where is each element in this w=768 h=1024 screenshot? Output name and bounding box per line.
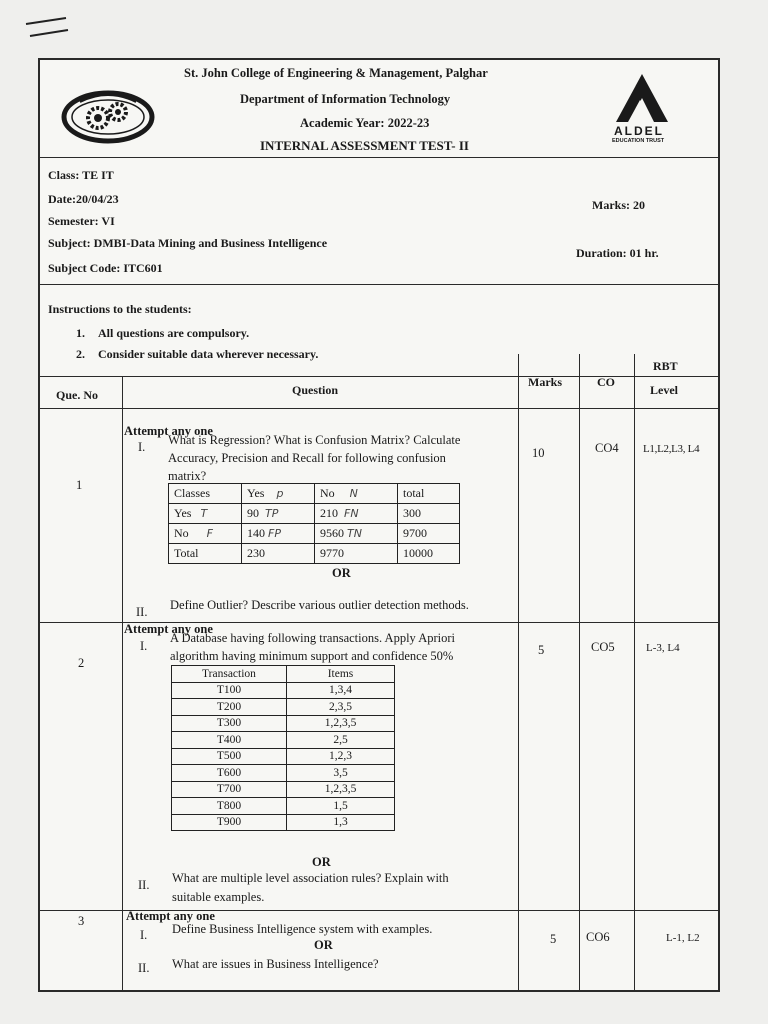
table-cell: T300 [172, 715, 287, 732]
question-text-line: Define Outlier? Describe various outlier detection methods. [170, 598, 469, 612]
question-marks: 5 [538, 643, 545, 657]
pen-scribble [22, 14, 72, 44]
instruction-item: Consider suitable data wherever necessary. [98, 347, 319, 361]
table-cell: T800 [172, 798, 287, 815]
question-text-line: What are issues in Business Intelligence? [172, 957, 379, 971]
attempt-any-one: Attempt any one [124, 424, 213, 438]
table-cell: 90 TP [242, 504, 315, 524]
handwritten-note: TN [347, 527, 362, 540]
table-cell: 140 FP [242, 524, 315, 544]
date-info: Date:20/04/23 [48, 192, 119, 206]
question-text-line: What are multiple level association rules? Explain with [172, 871, 449, 885]
question-rbt: L-1, L2 [666, 932, 700, 944]
department-name: Department of Information Technology [240, 92, 451, 106]
table-cell: 1,5 [287, 798, 395, 815]
question-co: CO4 [595, 441, 619, 455]
class-info: Class: TE IT [48, 168, 114, 182]
question-text-line: matrix? [168, 469, 207, 483]
header-que-no: Que. No [56, 388, 98, 402]
table-row [172, 765, 395, 782]
table-cell: Yes p [242, 484, 315, 504]
handwritten-note: N [349, 487, 358, 500]
table-cell: Classes [169, 484, 242, 504]
table-cell: 300 [398, 504, 460, 524]
table-cell: T500 [172, 748, 287, 765]
trust-logo-subtext: EDUCATION TRUST [612, 138, 665, 144]
instruction-item: All questions are compulsory. [98, 326, 250, 340]
duration-info: Duration: 01 hr. [576, 246, 659, 260]
table-cell: Yes T [169, 504, 242, 524]
table-cell: 9770 [315, 544, 398, 564]
table-cell: No N [315, 484, 398, 504]
part-number: II. [136, 605, 148, 619]
question-text-line: What is Regression? What is Confusion Matrix? Calculate [168, 433, 461, 447]
attempt-any-one: Attempt any one [126, 909, 215, 923]
table-row [172, 748, 395, 765]
table-row [172, 732, 395, 749]
header-rbt: RBT [653, 359, 678, 373]
table-cell: T600 [172, 765, 287, 782]
question-number: 1 [76, 478, 83, 492]
header-marks: Marks [528, 375, 562, 389]
table-row [169, 544, 460, 564]
part-number: I. [140, 928, 148, 942]
question-text-line: Accuracy, Precision and Recall for following confusion [168, 451, 446, 465]
table-cell: T400 [172, 732, 287, 749]
table-cell: 10000 [398, 544, 460, 564]
table-header-cell: Transaction [172, 666, 287, 683]
academic-year: Academic Year: 2022-23 [300, 116, 430, 130]
college-name: St. John College of Engineering & Management, Palghar [184, 66, 488, 80]
table-header-cell: Items [287, 666, 395, 683]
college-logo-icon [60, 88, 156, 146]
table-row [169, 524, 460, 544]
instruction-number: 1. [76, 326, 85, 340]
exam-title: INTERNAL ASSESSMENT TEST- II [260, 138, 469, 153]
table-cell: 2,3,5 [287, 699, 395, 716]
table-cell: T900 [172, 814, 287, 831]
table-row [172, 798, 395, 815]
attempt-any-one: Attempt any one [124, 622, 213, 636]
header-level: Level [650, 383, 678, 397]
table-cell: 9700 [398, 524, 460, 544]
table-cell: 1,3 [287, 814, 395, 831]
table-row [172, 781, 395, 798]
question-rbt: L1,L2,L3, L4 [643, 443, 700, 455]
question-number: 3 [78, 914, 85, 928]
table-row [172, 699, 395, 716]
table-cell: total [398, 484, 460, 504]
table-row [172, 666, 395, 683]
transactions-table [171, 665, 395, 831]
table-cell: 210 FN [315, 504, 398, 524]
question-text-line: A Database having following transactions. Apply Apriori [170, 631, 456, 645]
subject-info: Subject: DMBI-Data Mining and Business Intelligence [48, 236, 328, 250]
question-text-line: Define Business Intelligence system with examples. [172, 922, 433, 936]
table-cell: T100 [172, 682, 287, 699]
question-co: CO6 [586, 930, 610, 944]
table-cell: 1,3,4 [287, 682, 395, 699]
table-cell: T200 [172, 699, 287, 716]
part-number: I. [138, 440, 146, 454]
question-marks: 10 [532, 446, 545, 460]
table-row [172, 682, 395, 699]
handwritten-note: p [276, 487, 284, 500]
table-row [172, 814, 395, 831]
trust-logo-icon [614, 72, 670, 124]
part-number: I. [140, 639, 148, 653]
marks-info: Marks: 20 [592, 198, 645, 212]
table-cell: 2,5 [287, 732, 395, 749]
question-marks: 5 [550, 932, 557, 946]
table-cell: 9560 TN [315, 524, 398, 544]
question-rbt: L-3, L4 [646, 642, 680, 654]
instructions-title: Instructions to the students: [48, 302, 192, 316]
confusion-matrix-table [168, 483, 460, 564]
header-question: Question [292, 383, 339, 397]
header-co: CO [597, 375, 615, 389]
exam-paper [38, 58, 720, 992]
table-cell: 1,2,3 [287, 748, 395, 765]
question-number: 2 [78, 656, 85, 670]
table-cell: No F [169, 524, 242, 544]
trust-logo-text: ALDEL [614, 124, 664, 138]
table-row [172, 715, 395, 732]
handwritten-note: T [200, 507, 208, 520]
or-separator: OR [312, 855, 331, 869]
instruction-number: 2. [76, 347, 85, 361]
table-cell: T700 [172, 781, 287, 798]
part-number: II. [138, 878, 150, 892]
handwritten-note: FP [268, 527, 281, 540]
table-cell: Total [169, 544, 242, 564]
or-separator: OR [332, 566, 351, 580]
table-cell: 3,5 [287, 765, 395, 782]
table-cell: 230 [242, 544, 315, 564]
subject-code-info: Subject Code: ITC601 [48, 261, 163, 275]
handwritten-note: F [206, 527, 213, 540]
table-row [169, 504, 460, 524]
part-number: II. [138, 961, 150, 975]
table-cell: 1,2,3,5 [287, 781, 395, 798]
table-row [169, 484, 460, 504]
semester-info: Semester: VI [48, 214, 115, 228]
or-separator: OR [314, 938, 333, 952]
question-text-line: algorithm having minimum support and confidence 50% [170, 649, 454, 663]
question-text-line: suitable examples. [172, 890, 265, 904]
question-co: CO5 [591, 640, 615, 654]
table-cell: 1,2,3,5 [287, 715, 395, 732]
handwritten-note: TP [265, 507, 279, 520]
handwritten-note: FN [344, 507, 359, 520]
